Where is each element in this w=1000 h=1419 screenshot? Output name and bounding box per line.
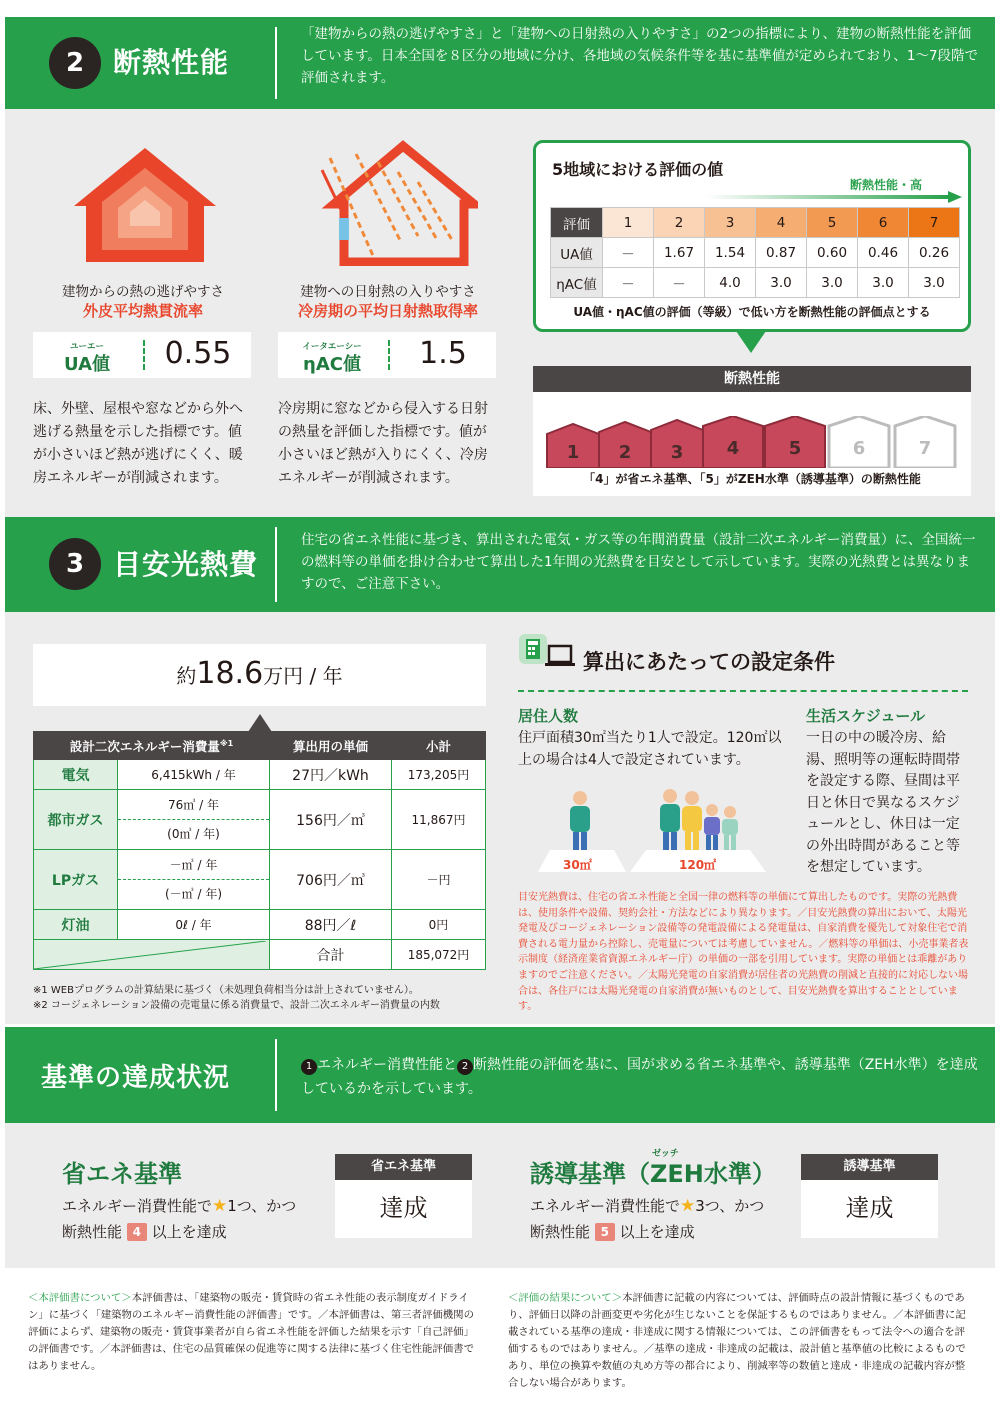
divider [518,690,968,692]
table-total-row [34,940,486,970]
evaluation-table [550,207,960,298]
table-cell: － [603,238,654,268]
table-cell: 3.0 [909,268,960,298]
level-number: 5 [788,438,802,459]
ua-label: UA値 [64,354,110,375]
footer-results [508,1290,974,1392]
table-header: 小計 [392,732,486,760]
row-label: ηAC値 [551,268,603,298]
level-house-3 [651,420,703,468]
calculator-laptop-icon [519,634,577,670]
section-description: 住宅の省エネ性能に基づき、算出された電気・ガス等の年間消費量（設計二次エネルギー消費量）に、全国統一の燃料等の単価を掛け合わせて算出した1年間の光熱費を目安として示しています。実際の光熱費とは異なりますので、ご注意下さい。 [301,532,976,592]
level-chip: 5 [595,1223,615,1241]
zeh-standard-title: 誘導基準（ZEH水準） [530,1160,776,1188]
table-note-2: ※2 コージェネレーション設備の売電量に係る消費量で、設計二次エネルギー消費量の内数 [33,1000,440,1011]
table-cell: 0.26 [909,238,960,268]
star-icon: ★ [212,1196,228,1216]
row-label: UA値 [551,238,603,268]
table-note-1: ※1 WEBプログラムの計算結果に基づく（未処理負荷相当分は計上されていません）。 [33,985,419,996]
usage-cell: －㎥ / 年 (－㎥ / 年) [118,850,270,910]
house-heat-loss-icon [70,144,220,264]
section-number-badge: 2 [49,37,101,89]
ua-value-box [33,332,251,378]
table-header: 設計二次エネルギー消費量$^{※1}$ [34,732,270,760]
eta-value-box [278,332,496,378]
table-row [551,208,960,238]
result-value: 達成 [379,1194,428,1222]
unit-price-cell: 88円／ℓ [270,910,392,940]
blank-diagonal-cell [34,940,270,970]
subtotal-cell: 173,205円 [392,760,486,790]
energy-standard-result-box [335,1154,472,1238]
table-cell: 0.87 [756,238,807,268]
fuel-type: LPガス [34,850,118,910]
table-cell: 3.0 [756,268,807,298]
footer-about [28,1290,474,1375]
achievement-header-band [5,1027,995,1123]
cost-disclaimer: 目安光熱費は、住宅の省エネ性能と全国一律の燃料等の単価にて算出したものです。実際の光熱費は、使用条件や設備、契約会社・方法などにより異なります。／目安光熱費の算出において、太陽光発電及びコージェネレーション設備等の発電設備による発電量は、自家消費を優先して対象住宅で消費される電力量から控除し、売電量については考慮していません。／燃料等の単価は、小売事業者表示制度（経済産業省資源エネルギー庁）の単価の一部を引用しています。実際の単価とは乖離がありますのでご注意ください。／太陽光発電の自家消費が居住者の光熱費の削減と直接的に対応しない場合は、各住戸には太陽光発電の自家消費が無いものとして、目安光熱費を算出することとしています。 [518,892,969,1013]
level-house-1 [547,424,599,468]
table-cell: 3.0 [858,268,909,298]
level-number: 6 [852,438,866,459]
table-row [34,910,486,940]
subtotal-cell: －円 [392,850,486,910]
energy-standard-title: 省エネ基準 [62,1160,182,1188]
eta-caption: 建物への日射熱の入りやすさ [300,284,476,300]
evaluation-table-title: 5地域における評価の値 [552,160,724,179]
unit-price-cell: 156円／㎥ [270,790,392,850]
level-house-6 [829,416,889,468]
footer-about-heading: ＜本評価書について＞ [28,1292,132,1304]
grade-cell: 4 [756,208,807,238]
star-icon: ★ [680,1196,696,1216]
unit-price-cell: 706円／㎥ [270,850,392,910]
level-house-7 [895,416,955,468]
total-label: 合計 [270,940,392,970]
divider [275,1039,277,1111]
energy-standard-text: エネルギー消費性能で★1つ、かつ 断熱性能 4 以上を達成 [62,1196,297,1241]
annual-cost-amount: 18.6 [196,656,264,691]
result-box-title: 誘導基準 [801,1154,938,1180]
annual-cost-box [33,644,486,706]
level-number: 7 [918,438,932,459]
grade-cell: 1 [603,208,654,238]
zeh-standard-result-box [801,1154,938,1238]
house-solar-heat-icon [318,140,478,266]
level-number: 1 [566,442,580,463]
badge-2: 2 [457,1059,473,1075]
level-number: 3 [670,442,684,463]
ua-ruby: ユーエー [69,342,104,352]
badge-1: 1 [301,1059,317,1075]
total-value: 185,072円 [392,940,486,970]
table-header-cell: 評価 [551,208,603,238]
pointer-triangle [248,714,272,732]
result-box-title: 省エネ基準 [335,1154,472,1180]
unit-price-cell: 27円／kWh [270,760,392,790]
eta-name: 冷房期の平均日射熱取得率 [297,302,478,320]
result-value: 達成 [845,1194,894,1222]
subtotal-cell: 0円 [392,910,486,940]
table-cell: － [603,268,654,298]
ua-value: 0.55 [164,336,232,371]
table-cell: 1.54 [705,238,756,268]
residents-text: 住戸面積30㎡当たり1人で設定。120㎡以上の場合は4人で設定されています。 [518,730,782,768]
divider [275,27,277,99]
grade-cell: 5 [807,208,858,238]
energy-cost-table [33,731,486,970]
table-cell: 0.46 [858,238,909,268]
level-number: 2 [618,442,632,463]
fuel-type: 電気 [34,760,118,790]
footer-results-body: 本評価書に記載の内容については、評価時点の設計情報に基づくものであり、評価日以降の計画変更や劣化が生じないことを保証するものではありません。／本評価書に記載されている基準の達成・非達成に関する情報については、この評価書をもって法令への適合を評価するものではありません。／基準の達成・非達成の記載は、設計値と基準値の比較によるものであり、単位の換算や数値の丸め方等の都合により、削減率等の数値と達成・非達成の記載内容が整合しない場合があります。 [508,1292,966,1389]
zeh-ruby: ゼッチ [652,1149,679,1159]
usage-cell: 6,415kWh / 年 [118,760,270,790]
insulation-performance-title: 断熱性能 [533,366,971,392]
evaluation-table-card [533,140,971,332]
eta-value: 1.5 [419,336,467,371]
table-header-row [34,732,486,760]
area-large-label: 120㎡ [679,858,717,872]
section3-header-band [5,517,995,612]
section-number-badge: 3 [49,538,101,590]
table-row [34,790,486,850]
usage-cell: 76㎥ / 年 (0㎥ / 年) [118,790,270,850]
table-row [34,850,486,910]
table-header: 算出用の単価 [270,732,392,760]
schedule-title: 生活スケジュール [806,707,926,725]
usage-cell: 0ℓ / 年 [118,910,270,940]
arrow-right-icon [706,191,962,203]
section-title: 目安光熱費 [113,548,259,581]
zeh-standard-text: エネルギー消費性能で★3つ、かつ 断熱性能 5 以上を達成 [530,1196,765,1241]
annual-cost-prefix: 約 [176,664,197,688]
annual-cost-suffix: / 年 [303,664,343,688]
eta-label: ηAC値 [303,354,361,375]
achievement-title: 基準の達成状況 [41,1063,231,1093]
table-cell: 4.0 [705,268,756,298]
diagonal-line [34,941,266,969]
divider [275,527,277,602]
fuel-type: 灯油 [34,910,118,940]
fuel-type: 都市ガス [34,790,118,850]
table-cell: 1.67 [654,238,705,268]
ua-description: 床、外壁、屋根や窓などから外へ逃げる熱量を示した指標です。値が小さいほど熱が逃げにくく、暖房エネルギーが削減されます。 [33,401,243,486]
evaluation-table-footer: UA値・ηAC値の評価（等級）で低い方を断熱性能の評価点とする [573,305,931,319]
table-cell: 3.0 [807,268,858,298]
residents-title: 居住人数 [518,707,579,725]
table-row [34,760,486,790]
conditions-title: 算出にあたっての設定条件 [583,650,835,674]
section2-header-band [5,17,995,109]
grade-cell: 6 [858,208,909,238]
grade-cell: 3 [705,208,756,238]
section-description: 「建物からの熱の逃げやすさ」と「建物への日射熱の入りやすさ」の2つの指標により、建物の断熱性能を評価しています。日本全国を８区分の地域に分け、各地域の気候条件等を基に基準値が定められており、1〜7段階で評価されます。 [301,26,979,86]
section-title: 断熱性能 [113,46,230,79]
level-house-2 [599,422,651,468]
level-house-4 [703,416,763,468]
footer-results-heading: ＜評価の結果について＞ [508,1292,623,1304]
area-small-label: 30㎡ [563,858,592,872]
grade-cell: 2 [654,208,705,238]
performance-level-houses [543,416,963,468]
achievement-description: 1 エネルギー消費性能と 2 断熱性能の評価を基に、国が求める省エネ基準や、誘導基準（ZEH水準）を達成しているかを示しています。 [301,1057,978,1097]
grade-cell: 7 [909,208,960,238]
eta-ruby: イータエーシー [302,342,362,352]
level-number: 4 [726,438,740,459]
insulation-high-label: 断熱性能・高 [849,178,922,192]
person-icon [570,791,590,850]
level-house-5 [765,416,825,468]
ua-caption: 建物からの熱の逃げやすさ [62,284,224,300]
table-cell: － [654,268,705,298]
footer-about-body: 本評価書は、「建築物の販売・賃貸時の省エネ性能の表示制度ガイドライン」に基づく「建築物のエネルギー消費性能の評価書」です。／本評価書は、第三者評価機関の評価によらず、建築物の販売・賃貸事業者が自ら省エネ性能を評価した結果を示す「自己評価」の評価書です。／本評価書は、住宅の品質確保の促進等に関する法律に基づく住宅性能評価書ではありません。 [28,1292,474,1372]
family-icon [660,789,738,850]
subtotal-cell: 11,867円 [392,790,486,850]
table-row [551,268,960,298]
insulation-performance-caption: 「4」が省エネ基準、「5」がZEH水準（誘導基準）の断熱性能 [583,472,921,486]
eta-description: 冷房期に窓などから侵入する日射の熱量を評価した指標です。値が小さいほど熱が入りにくく、冷房エネルギーが削減されます。 [278,401,488,486]
table-row [551,238,960,268]
ua-name: 外皮平均熱貫流率 [82,302,203,320]
table-cell: 0.60 [807,238,858,268]
down-arrow-icon [736,331,766,353]
annual-cost-unit: 万円 [263,664,304,688]
insulation-performance-box [533,366,971,496]
schedule-text: 一日の中の暖冷房、給湯、照明等の運転時間帯を設定する際、昼間は平日と休日で異なるスケジュールとし、休日は一定の外出時間があること等を想定しています。 [806,730,960,875]
level-chip: 4 [127,1223,147,1241]
